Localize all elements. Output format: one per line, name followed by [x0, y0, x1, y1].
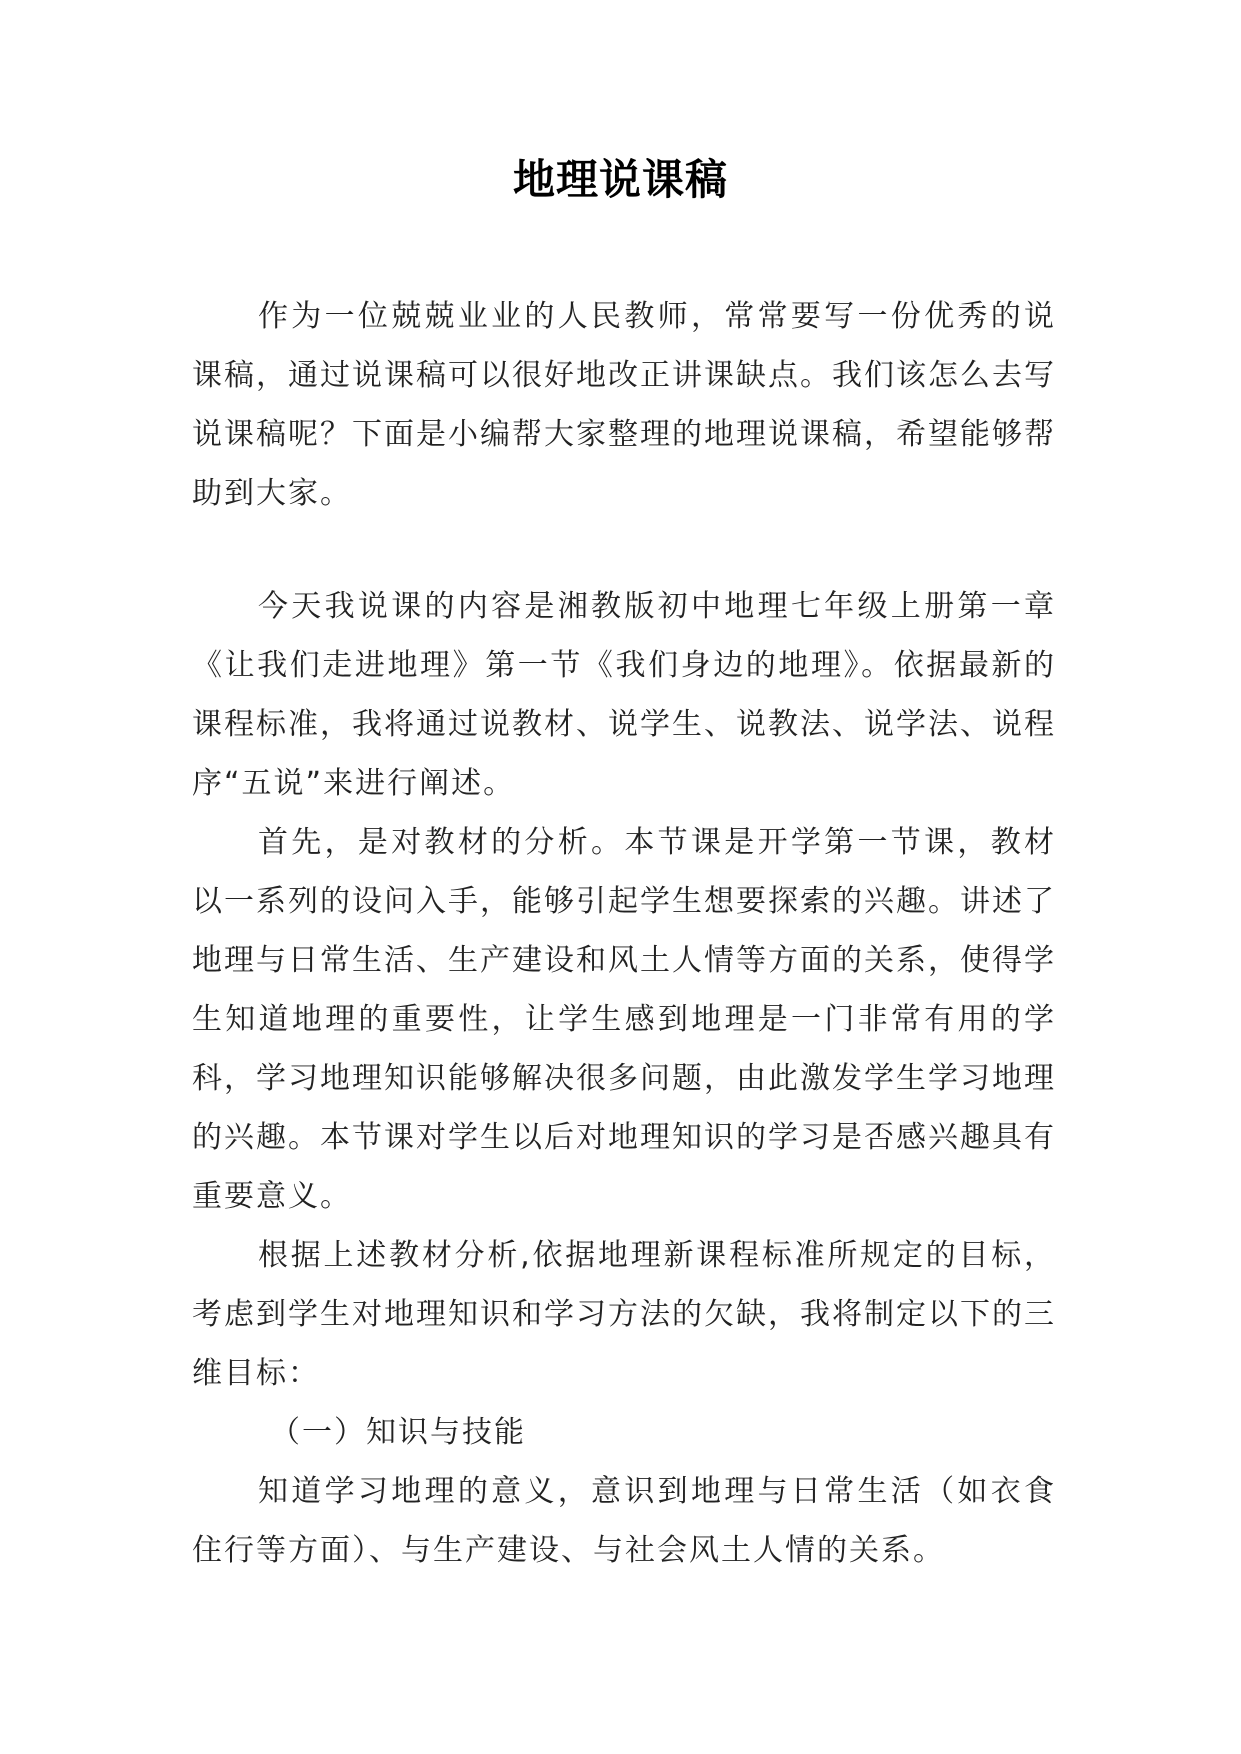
main-content — [192, 577, 1056, 1580]
paragraph-knowledge-skills: 知道学习地理的意义，意识到地理与日常生活（如衣食住行等方面）、与生产建设、与社会风土人情的关系。 — [192, 1474, 1056, 1568]
intro-paragraph: 作为一位兢兢业业的人民教师，常常要写一份优秀的说课稿，通过说课稿可以很好地改正讲课缺点。我们该怎么去写说课稿呢？下面是小编帮大家整理的地理说课稿，希望能够帮助到大家。 — [192, 299, 1056, 511]
paragraph-lesson-content: 今天我说课的内容是湘教版初中地理七年级上册第一章《让我们走进地理》第一节《我们身边的地理》。依据最新的课程标准，我将通过说教材、说学生、说教法、说学法、说程序“五说”来进行阐述。 — [192, 589, 1056, 801]
document-title: 地理说课稿 — [512, 155, 728, 204]
intro-block — [192, 287, 1056, 523]
paragraph-objectives: 根据上述教材分析,依据地理新课程标准所规定的目标，考虑到学生对地理知识和学习方法的欠缺，我将制定以下的三维目标： — [192, 1238, 1056, 1391]
section-heading-knowledge-skills: （一）知识与技能 — [270, 1415, 526, 1450]
paragraph-textbook-analysis: 首先，是对教材的分析。本节课是开学第一节课，教材以一系列的设问入手，能够引起学生想要探索的兴趣。讲述了地理与日常生活、生产建设和风土人情等方面的关系，使得学生知道地理的重要性，让学生感到地理是一门非常有用的学科，学习地理知识能够解决很多问题，由此激发学生学习地理的兴趣。本节课对学生以后对地理知识的学习是否感兴趣具有重要意义。 — [192, 825, 1056, 1214]
